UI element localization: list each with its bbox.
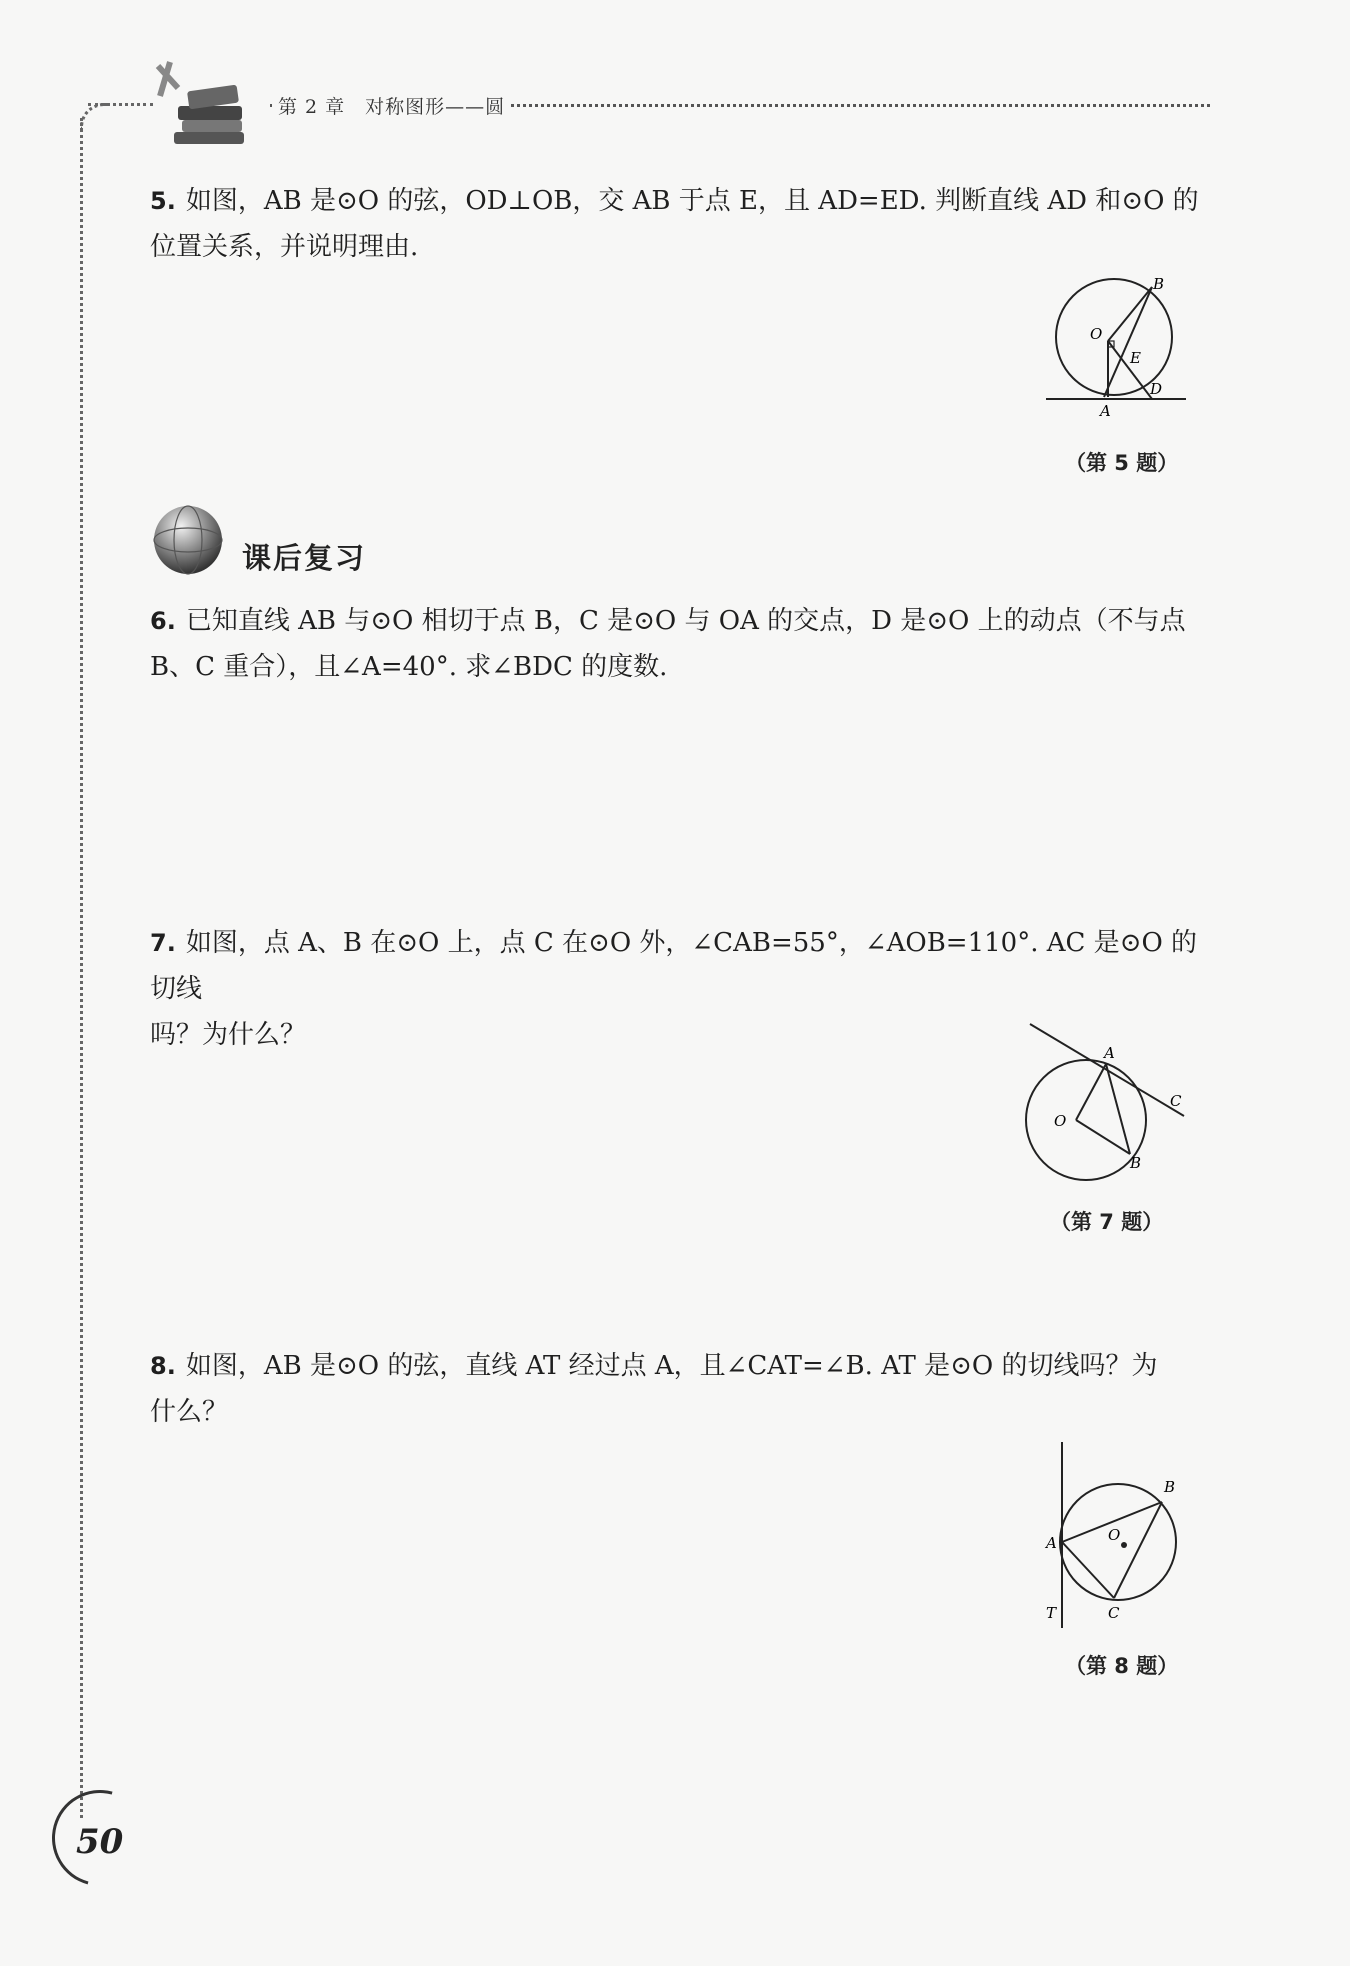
figure-q8: [1030, 1440, 1200, 1630]
label-E: E: [1130, 349, 1141, 367]
question-number: 8.: [150, 1352, 176, 1380]
figure-caption-q8: （第 8 题）: [1065, 1654, 1179, 1678]
label-O: O: [1054, 1112, 1067, 1130]
label-B: B: [1164, 1478, 1176, 1496]
label-A: A: [1100, 402, 1111, 420]
question-text: 如图，AB 是⊙O 的弦，OD⊥OB，交 AB 于点 E，且 AD=ED. 判断直线 AD 和⊙O 的 位置关系，并说明理由.: [150, 186, 1199, 262]
label-B: B: [1153, 275, 1165, 293]
question-text: 如图，点 A、B 在⊙O 上，点 C 在⊙O 外，∠CAB=55°，∠AOB=110°. AC 是⊙O 的切线 吗？为什么？: [150, 928, 1198, 1050]
label-A: A: [1104, 1044, 1115, 1062]
label-C: C: [1108, 1604, 1120, 1622]
question-text: 如图，AB 是⊙O 的弦，直线 AT 经过点 A，且∠CAT=∠B. AT 是⊙O 的切线吗？为 什么？: [150, 1351, 1158, 1427]
chapter-header: 第 2 章 对称图形——圆: [272, 92, 511, 119]
question-6: [150, 598, 1210, 690]
label-C: C: [1170, 1092, 1182, 1110]
question-8: [150, 1343, 1210, 1435]
figure-q5: [1040, 275, 1200, 425]
figure-q7: [1020, 1020, 1200, 1190]
page-number: 50: [76, 1822, 124, 1862]
figure-caption-q5: （第 5 题）: [1065, 451, 1179, 475]
margin-dotted-line: [80, 118, 83, 1818]
label-B: B: [1130, 1154, 1142, 1172]
question-number: 5.: [150, 187, 176, 215]
section-title: 课后复习: [242, 541, 367, 575]
question-number: 6.: [150, 607, 176, 635]
margin-top-dotted-line: [88, 103, 153, 106]
globe-icon: [150, 502, 226, 578]
question-text: 已知直线 AB 与⊙O 相切于点 B，C 是⊙O 与 OA 的交点，D 是⊙O 上的动点（不与点 B、C 重合），且∠A=40°. 求∠BDC 的度数.: [150, 606, 1186, 682]
label-O: O: [1108, 1526, 1121, 1544]
question-number: 7.: [150, 929, 176, 957]
question-5: [150, 178, 1210, 270]
label-T: T: [1046, 1604, 1057, 1622]
label-D: D: [1150, 380, 1163, 398]
margin-corner: [80, 103, 107, 130]
figure-caption-q7: （第 7 题）: [1050, 1210, 1164, 1234]
books-logo-icon: [148, 58, 258, 148]
label-O: O: [1090, 325, 1103, 343]
label-A: A: [1046, 1534, 1057, 1552]
